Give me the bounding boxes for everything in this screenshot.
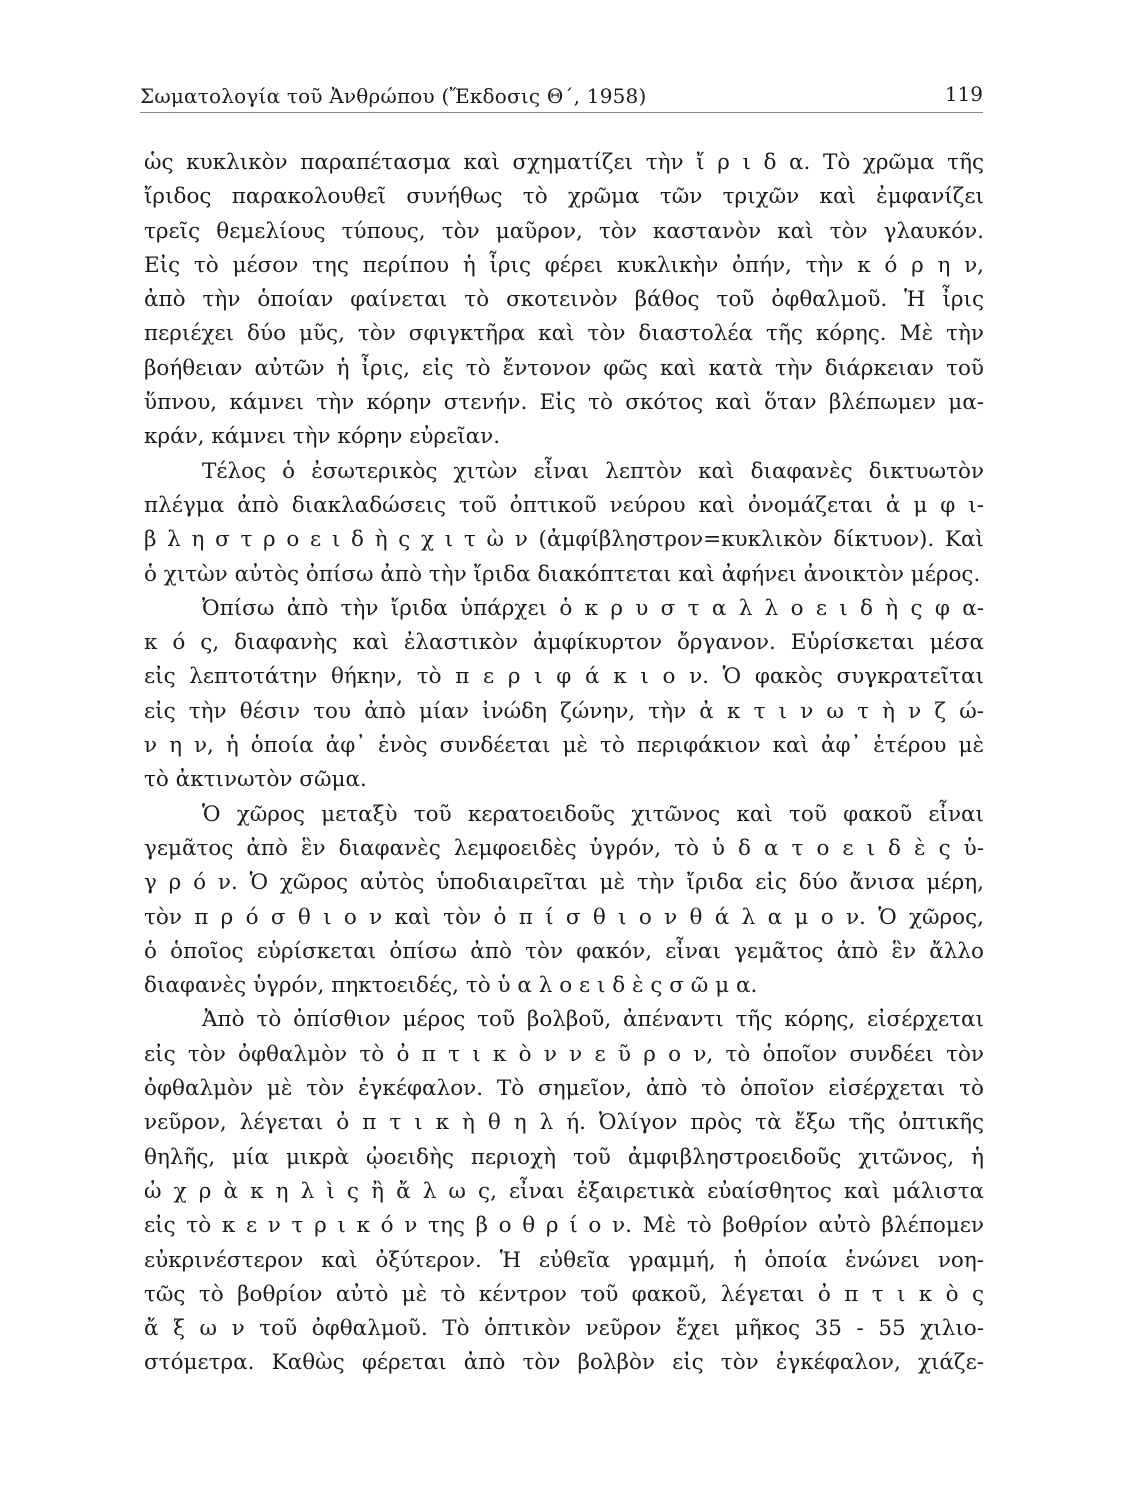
- text-line: γεμᾶτος ἀπὸ ἓν διαφανὲς λεμφοειδὲς ὑγρόν, τὸ ὑ δ α τ ο ε ι δ ὲ ς ὑ-: [144, 835, 984, 861]
- text-line: ὀφθαλμὸν μὲ τὸν ἐγκέφαλον. Τὸ σημεῖον, ἀπὸ τὸ ὁποῖον εἰσέρχεται τὸ: [144, 1076, 984, 1102]
- text-line: Ὁ χῶρος μεταξὺ τοῦ κερατοειδοῦς χιτῶνος καὶ τοῦ φακοῦ εἶναι: [202, 801, 984, 827]
- text-line: ν η ν, ἡ ὁποία ἀφ᾽ ἑνὸς συνδέεται μὲ τὸ περιφάκιον καὶ ἀφ᾽ ἑτέρου μὲ: [144, 733, 984, 759]
- text-line: εἰς τὴν θέσιν του ἀπὸ μίαν ἰνώδη ζώνην, τὴν ἀ κ τ ι ν ω τ ὴ ν ζ ώ-: [144, 698, 984, 724]
- body-text: [144, 146, 984, 1381]
- text-line: περιέχει δύο μῦς, τὸν σφιγκτῆρα καὶ τὸν διαστολέα τῆς κόρης. Μὲ τὴν: [144, 321, 984, 347]
- text-line: τρεῖς θεμελίους τύπους, τὸν μαῦρον, τὸν καστανὸν καὶ τὸν γλαυκόν.: [144, 218, 984, 244]
- text-line: τὸν π ρ ό σ θ ι ο ν καὶ τὸν ὀ π ί σ θ ι ο ν θ ά λ α μ ο ν. Ὁ χῶρος,: [144, 904, 984, 930]
- text-line: ὡς κυκλικὸν παραπέτασμα καὶ σχηματίζει τὴν ἴ ρ ι δ α. Τὸ χρῶμα τῆς: [144, 150, 984, 175]
- text-line: ὕπνου, κάμνει τὴν κόρην στενήν. Εἰς τὸ σκότος καὶ ὅταν βλέπωμεν μα-: [144, 390, 984, 416]
- text-line: Ἀπὸ τὸ ὀπίσθιον μέρος τοῦ βολβοῦ, ἀπέναντι τῆς κόρης, εἰσέρχεται: [202, 1007, 984, 1033]
- text-line: Τέλος ὁ ἐσωτερικὸς χιτὼν εἶναι λεπτὸν καὶ διαφανὲς δικτυωτὸν: [202, 458, 984, 484]
- text-line: Ὀπίσω ἀπὸ τὴν ἴριδα ὑπάρχει ὁ κ ρ υ σ τ α λ λ ο ε ι δ ὴ ς φ α-: [202, 595, 984, 621]
- text-line: κ ό ς, διαφανὴς καὶ ἐλαστικὸν ἀμφίκυρτον ὄργανον. Εὑρίσκεται μέσα: [144, 630, 984, 656]
- page-number: 119: [944, 82, 983, 106]
- text-line: κράν, κάμνει τὴν κόρην εὐρεῖαν.: [144, 424, 501, 450]
- text-line: πλέγμα ἀπὸ διακλαδώσεις τοῦ ὀπτικοῦ νεύρου καὶ ὀνομάζεται ἀ μ φ ι-: [144, 492, 984, 518]
- text-line: β λ η σ τ ρ ο ε ι δ ὴ ς χ ι τ ὼ ν (ἀμφίβληστρον=κυκλικὸν δίκτυον). Καὶ: [144, 527, 984, 553]
- text-line: βοήθειαν αὐτῶν ἡ ἶρις, εἰς τὸ ἔντονον φῶς καὶ κατὰ τὴν διάρκειαν τοῦ: [144, 355, 984, 381]
- text-line: θηλῆς, μία μικρὰ ᾠοειδὴς περιοχὴ τοῦ ἀμφιβληστροειδοῦς χιτῶνος, ἡ: [144, 1144, 984, 1170]
- text-line: τῶς τὸ βοθρίον αὐτὸ μὲ τὸ κέντρον τοῦ φακοῦ, λέγεται ὀ π τ ι κ ὸ ς: [144, 1281, 984, 1307]
- text-line: ἴριδος παρακολουθεῖ συνήθως τὸ χρῶμα τῶν τριχῶν καὶ ἐμφανίζει: [144, 184, 984, 210]
- text-line: εἰς τὸν ὀφθαλμὸν τὸ ὀ π τ ι κ ὸ ν ν ε ῦ ρ ο ν, τὸ ὁποῖον συνδέει τὸν: [144, 1041, 984, 1067]
- text-line: ἄ ξ ω ν τοῦ ὀφθαλμοῦ. Τὸ ὀπτικὸν νεῦρον ἔχει μῆκος 35 - 55 χιλιο-: [144, 1316, 984, 1342]
- header-rule: [140, 112, 983, 113]
- running-head: [140, 78, 983, 118]
- text-line: εὐκρινέστερον καὶ ὀξύτερον. Ἡ εὐθεῖα γραμμή, ἡ ὁποία ἑνώνει νοη-: [144, 1247, 984, 1273]
- text-line: εἰς τὸ κ ε ν τ ρ ι κ ό ν της β ο θ ρ ί ο ν. Μὲ τὸ βοθρίον αὐτὸ βλέπομεν: [144, 1213, 984, 1239]
- text-line: γ ρ ό ν. Ὁ χῶρος αὐτὸς ὑποδιαιρεῖται μὲ τὴν ἴριδα εἰς δύο ἄνισα μέρη,: [144, 870, 984, 896]
- text-line: ὠ χ ρ ὰ κ η λ ὶ ς ἢ ἄ λ ω ς, εἶναι ἐξαιρετικὰ εὐαίσθητος καὶ μάλιστα: [144, 1178, 984, 1204]
- text-line: ὁ χιτὼν αὐτὸς ὀπίσω ἀπὸ τὴν ἴριδα διακόπτεται καὶ ἀφήνει ἀνοικτὸν μέρος.: [144, 561, 981, 587]
- text-line: στόμετρα. Καθὼς φέρεται ἀπὸ τὸν βολβὸν εἰς τὸν ἐγκέφαλον, χιάζε-: [144, 1350, 984, 1376]
- text-line: διαφανὲς ὑγρόν, πηκτοειδές, τὸ ὑ α λ ο ε ι δ ὲ ς σ ῶ μ α.: [144, 973, 758, 999]
- text-line: τὸ ἀκτινωτὸν σῶμα.: [144, 767, 367, 793]
- text-line: ὁ ὁποῖος εὑρίσκεται ὀπίσω ἀπὸ τὸν φακόν, εἶναι γεμᾶτος ἀπὸ ἓν ἄλλο: [144, 938, 984, 964]
- text-line: εἰς λεπτοτάτην θήκην, τὸ π ε ρ ι φ ά κ ι ο ν. Ὁ φακὸς συγκρατεῖται: [144, 664, 984, 690]
- text-line: Εἰς τὸ μέσον της περίπου ἡ ἶρις φέρει κυκλικὴν ὀπήν, τὴν κ ό ρ η ν,: [144, 252, 984, 278]
- text-line: νεῦρον, λέγεται ὀ π τ ι κ ὴ θ η λ ή. Ὀλίγον πρὸς τὰ ἔξω τῆς ὀπτικῆς: [144, 1110, 984, 1136]
- running-head-title: Σωματολογία τοῦ Ἀνθρώπου (Ἔκδοσις Θ΄, 1958): [140, 84, 647, 108]
- text-line: ἀπὸ τὴν ὁποίαν φαίνεται τὸ σκοτεινὸν βάθος τοῦ ὀφθαλμοῦ. Ἡ ἶρις: [144, 287, 984, 313]
